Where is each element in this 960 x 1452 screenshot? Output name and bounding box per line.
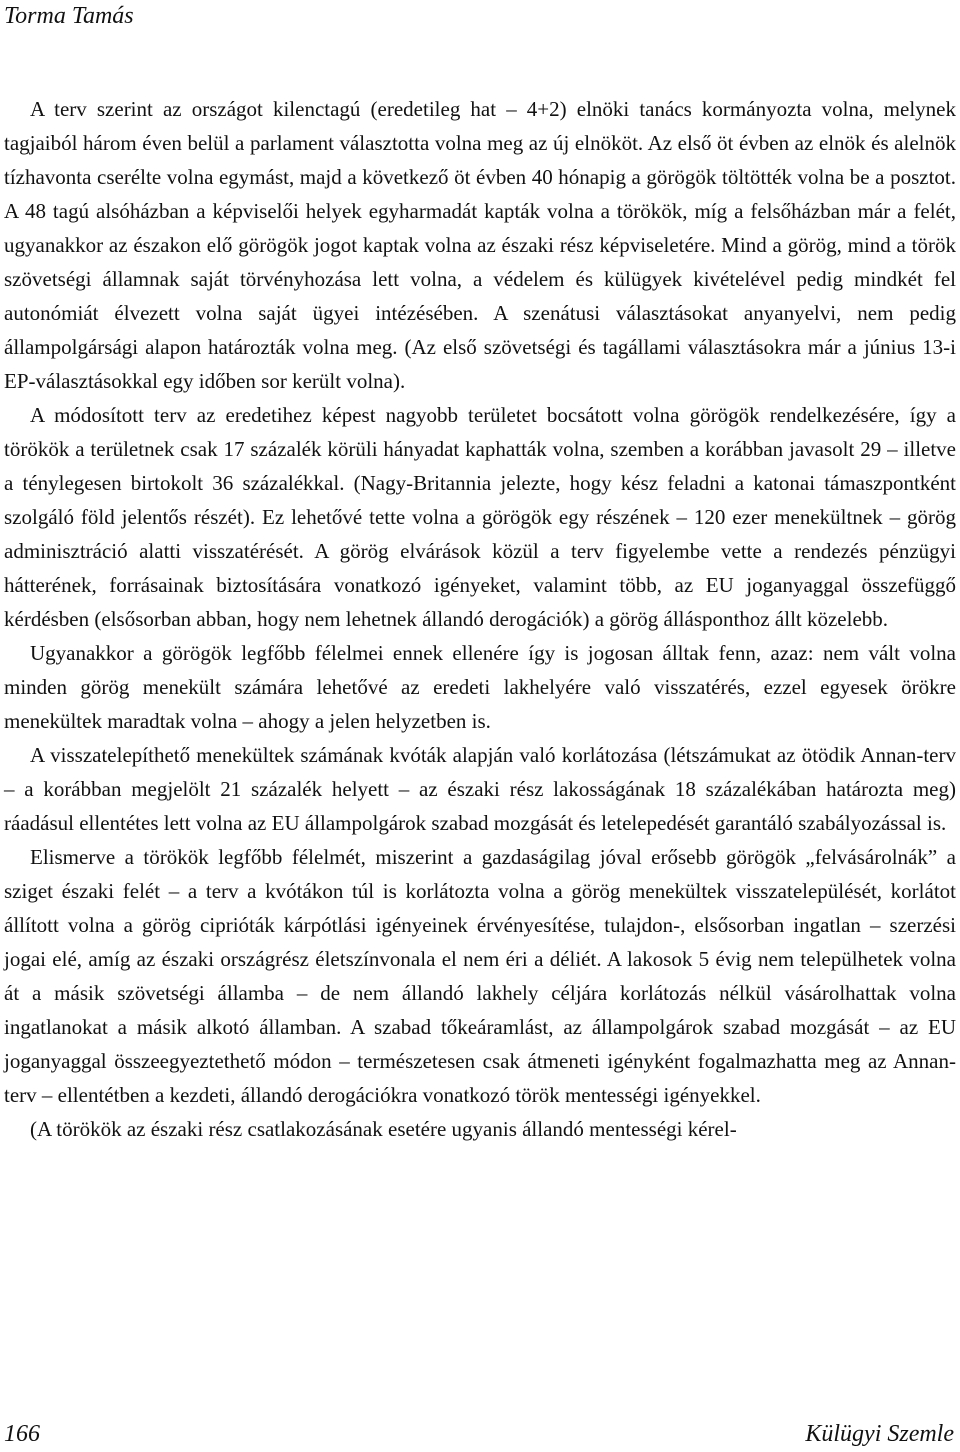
paragraph: A visszatelepíthető menekültek számának kvóták alapján való korlátozása (létszámukat az ötödik Annan-terv – a korábban megjelölt 21 százalék helyett – az északi rész lakosságának 18 százalékában határozta meg) ráadásul ellentétes lett volna az EU állampolgárok szabad mozgását és letelepedését garantáló szabályozással is. <box>4 743 956 835</box>
paragraph: Ugyanakkor a görögök legfőbb félelmei ennek ellenére így is jogosan álltak fenn, azaz: nem vált volna minden görög menekült számára lehetővé az eredeti lakhelyére való visszatérés, ezzel egyesek örökre menekültek maradtak volna – ahogy a jelen helyzetben is. <box>4 641 956 733</box>
paragraph: (A törökök az északi rész csatlakozásának esetére ugyanis állandó mentességi kérel- <box>30 1117 737 1141</box>
page-number: 166 <box>4 1421 40 1447</box>
article-body <box>4 92 956 1146</box>
paragraph: A terv szerint az országot kilenctagú (eredetileg hat – 4+2) elnöki tanács kormányozta volna, melynek tagjaiból három éven belül a parlament választotta volna meg az új elnököt. Az első öt évben az elnök és alelnök tízhavonta cserélte volna egymást, majd a következő öt évben 40 hónapig a görögök töltötték volna be a posztot. A 48 tagú alsóházban a képviselői helyek egyharmadát kapták volna a törökök, míg a felsőházban már a felét, ugyanakkor az északon elő görögök jogot kaptak volna az északi rész képviseletére. Mind a görög, mind a török szövetségi államnak saját törvényhozása lett volna, a védelem és külügyek kivételével pedig mindkét fel autonómiát élvezett volna saját ügyei intézésében. A szenátusi választásokat anyanyelvi, nem pedig állampolgársági alapon határozták volna meg. (Az első szövetségi és tagállami választásokra már a június 13-i EP-választásokkal egy időben sor került volna). <box>4 97 956 393</box>
paragraph: A módosított terv az eredetihez képest nagyobb területet bocsátott volna görögök rendelkezésére, így a törökök a területnek csak 17 százalék körüli hányadat kaphatták volna, szemben a korábban javasolt 29 – illetve a ténylegesen birtokolt 36 százalékkal. (Nagy-Britannia jelezte, hogy kész feladni a katonai támaszpontként szolgáló föld jelentős részét). Ez lehetővé tette volna a görögök egy részének – 120 ezer menekültnek – görög adminisztráció alatti visszatérését. A görög elvárások közül a terv figyelembe vette a rendezés pénzügyi hátterének, forrásainak biztosítására vonatkozó igényeket, valamint több, az EU joganyaggal összefüggő kérdésben (elsősorban abban, hogy nem lehetnek állandó derogációk) a görög állásponthoz állt közelebb. <box>4 403 956 631</box>
paragraph: Elismerve a törökök legfőbb félelmét, miszerint a gazdaságilag jóval erősebb görögök „felvásárolnák” a sziget északi felét – a terv a kvótákon túl is korlátozta volna a görög menekültek visszatelepülését, korlátot állított volna a görög ciprióták kárpótlási igényeinek érvényesítése, tulajdon-, elsősorban ingatlan – szerzési jogai elé, amíg az északi országrész életszínvonala el nem éri a déliét. A lakosok 5 évig nem települhetek volna át a másik szövetségi államba – de nem állandó lakhely céljára korlátozás nélkül vásárolhattak volna ingatlanokat a másik alkotó államban. A szabad tőkeáramlást, az állampolgárok szabad mozgását – az EU joganyaggal összeegyeztethető módon – természetesen csak átmeneti igényként fogalmazhatta meg az Annan-terv – ellentétben a kezdeti, állandó derogációkra vonatkozó török mentességi igényekkel. <box>4 845 956 1107</box>
running-head-author: Torma Tamás <box>4 3 134 29</box>
journal-title: Külügyi Szemle <box>805 1421 954 1447</box>
